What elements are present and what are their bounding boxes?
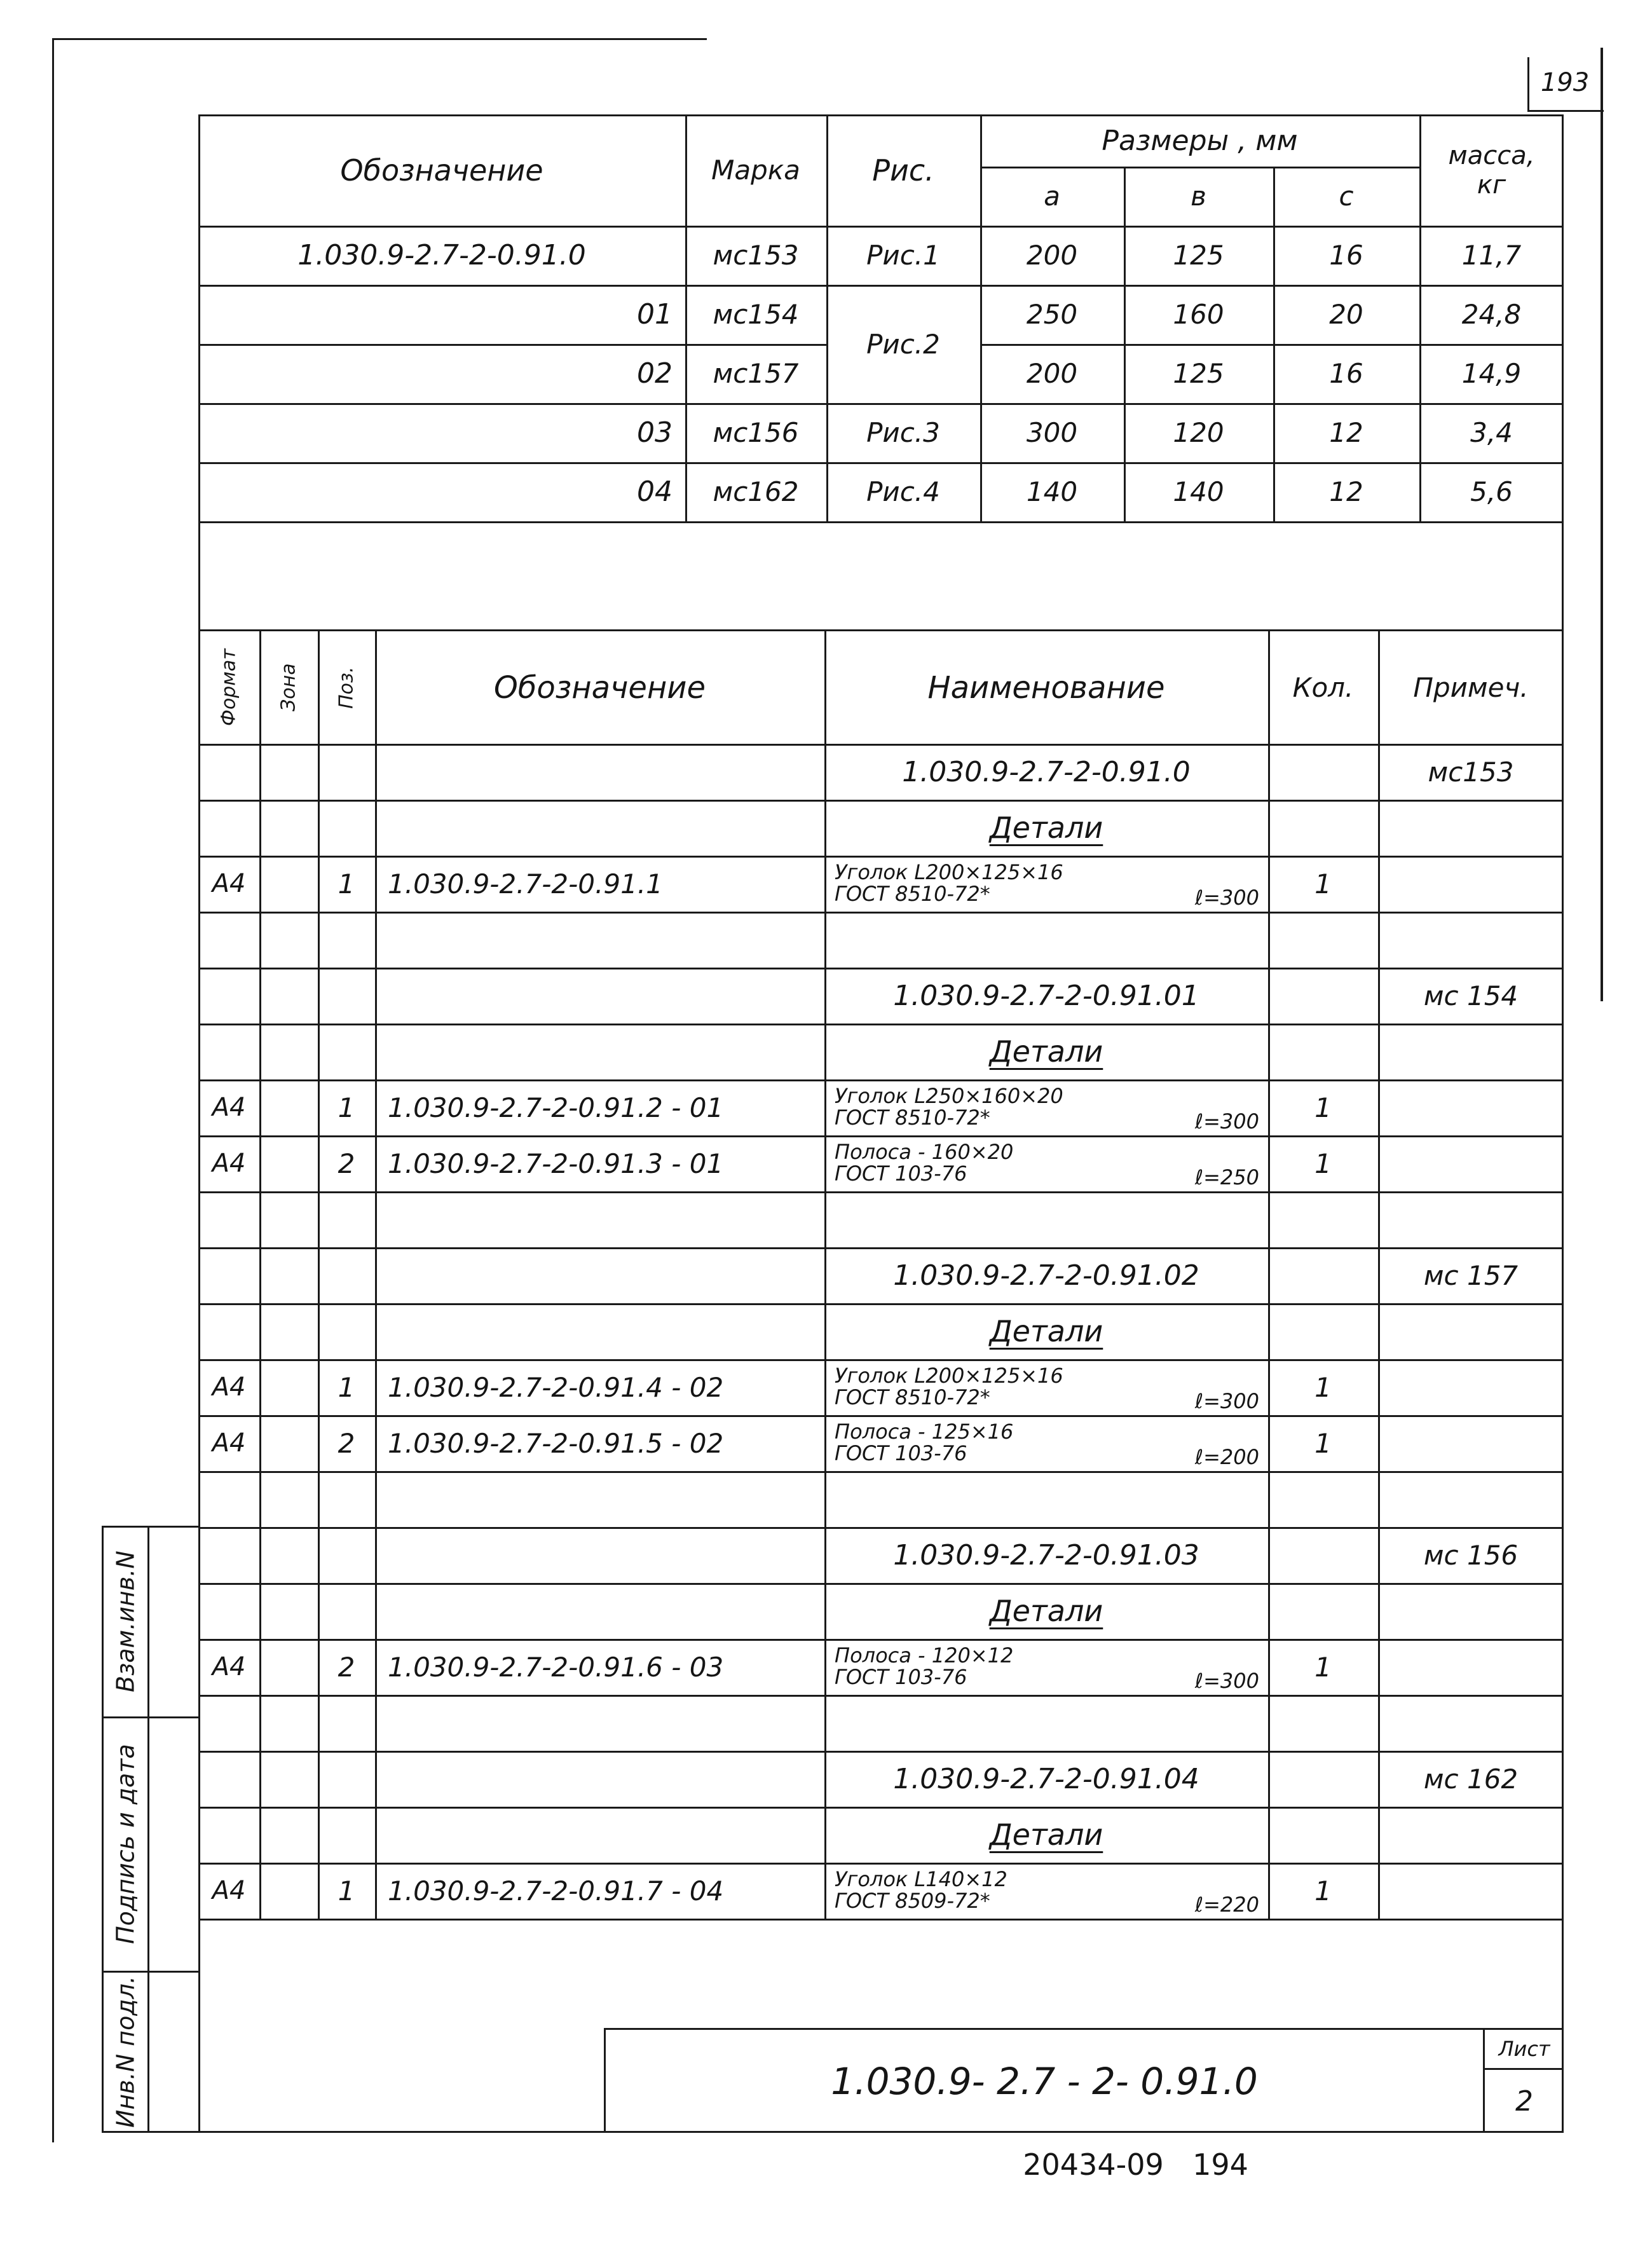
- part-name-line1: Полоса - 160×20: [835, 1140, 1014, 1165]
- footer-page: 194: [1192, 2147, 1248, 2182]
- part-designation: 1.030.9-2.7-2-0.91.3 - 01: [388, 1147, 724, 1179]
- top-row-b: 125: [1173, 358, 1224, 389]
- part-name-line2: ГОСТ 8510-72*: [835, 882, 990, 906]
- top-row-designation: 1.030.9-2.7-2-0.91.0: [297, 239, 586, 271]
- header-dimensions: Размеры , мм: [1102, 124, 1298, 157]
- part-length: ℓ=300: [1194, 886, 1259, 910]
- part-name-line1: Уголок L250×160×20: [835, 1084, 1063, 1109]
- page-number-box-bottom: [1527, 110, 1604, 112]
- top-row-mass: 5,6: [1470, 476, 1513, 507]
- top-row-c: 16: [1329, 358, 1363, 389]
- assembly-mark: мс153: [1428, 756, 1514, 788]
- section-heading: Детали: [989, 811, 1103, 845]
- header-designation: Обозначение: [340, 153, 543, 188]
- part-quantity: 1: [1314, 1092, 1332, 1123]
- assembly-mark: мс 157: [1423, 1259, 1519, 1291]
- assembly-designation: 1.030.9-2.7-2-0.91.04: [893, 1762, 1199, 1795]
- page-number: 193: [1540, 68, 1590, 97]
- top-row-c: 12: [1329, 417, 1363, 448]
- top-row-mass: 11,7: [1461, 240, 1522, 271]
- header-dim-a: а: [1044, 181, 1060, 212]
- assembly-mark: мс 156: [1423, 1539, 1519, 1571]
- frame-right-line: [1601, 48, 1603, 1001]
- side-stamp: [102, 1526, 198, 2133]
- part-name-line1: Полоса - 120×12: [835, 1643, 1014, 1668]
- top-row-a: 200: [1026, 358, 1078, 389]
- top-row-mass: 24,8: [1461, 299, 1522, 330]
- assembly-mark: мс 154: [1423, 980, 1519, 1011]
- part-quantity: 1: [1314, 1427, 1332, 1459]
- top-row-b: 120: [1173, 417, 1224, 448]
- part-quantity: 1: [1314, 868, 1332, 900]
- top-row-designation: 01: [637, 298, 672, 331]
- assembly-mark: мс 162: [1423, 1763, 1519, 1795]
- top-row-figure: Рис.1: [866, 240, 940, 271]
- part-designation: 1.030.9-2.7-2-0.91.2 - 01: [388, 1092, 724, 1123]
- top-row-b: 140: [1173, 476, 1224, 507]
- part-quantity: 1: [1314, 1875, 1332, 1907]
- top-row-designation: 03: [637, 416, 672, 449]
- part-length: ℓ=300: [1194, 1109, 1259, 1133]
- part-name-line2: ГОСТ 8510-72*: [835, 1106, 990, 1130]
- top-row-a: 140: [1026, 476, 1078, 507]
- part-format: А4: [212, 1652, 246, 1681]
- top-row-c: 16: [1329, 240, 1363, 271]
- assembly-designation: 1.030.9-2.7-2-0.91.02: [893, 1259, 1199, 1292]
- part-format: А4: [212, 1428, 246, 1458]
- part-designation: 1.030.9-2.7-2-0.91.5 - 02: [388, 1427, 724, 1459]
- top-row-a: 300: [1026, 417, 1078, 448]
- top-row-mark: мс153: [713, 240, 799, 271]
- part-position: 2: [338, 1147, 355, 1179]
- part-name-line2: ГОСТ 103-76: [835, 1161, 967, 1186]
- top-row-figure: Рис.4: [866, 476, 940, 507]
- top-row-mass: 3,4: [1470, 417, 1513, 448]
- part-position: 1: [338, 1371, 355, 1403]
- section-heading: Детали: [989, 1594, 1103, 1628]
- stamp-sign-date: Подпись и дата: [111, 1744, 140, 1945]
- header-name: Наименование: [927, 669, 1165, 706]
- top-row-mark: мс154: [713, 299, 799, 330]
- part-designation: 1.030.9-2.7-2-0.91.7 - 04: [388, 1875, 724, 1907]
- part-length: ℓ=200: [1194, 1445, 1259, 1469]
- stamp-inv-replace: Взам.инв.N: [111, 1551, 140, 1693]
- part-name-line2: ГОСТ 103-76: [835, 1665, 967, 1689]
- part-name-line1: Уголок L140×12: [835, 1867, 1007, 1892]
- part-format: А4: [212, 1373, 246, 1402]
- part-position: 1: [338, 868, 355, 900]
- header-qty: Кол.: [1292, 672, 1354, 703]
- part-designation: 1.030.9-2.7-2-0.91.1: [388, 868, 663, 900]
- part-name-line1: Полоса - 125×16: [835, 1420, 1014, 1444]
- assembly-designation: 1.030.9-2.7-2-0.91.0: [902, 755, 1191, 788]
- header-note: Примеч.: [1413, 672, 1529, 703]
- top-row-designation: 04: [637, 476, 672, 508]
- section-heading: Детали: [989, 1818, 1103, 1852]
- top-row-c: 12: [1329, 476, 1363, 507]
- part-name-line1: Уголок L200×125×16: [835, 860, 1063, 885]
- top-row-a: 250: [1026, 299, 1078, 330]
- part-format: А4: [212, 869, 246, 898]
- part-name-line2: ГОСТ 8510-72*: [835, 1385, 990, 1409]
- part-designation: 1.030.9-2.7-2-0.91.4 - 02: [388, 1371, 724, 1403]
- frame-top-line: [52, 38, 707, 40]
- header-format: Формат: [217, 648, 240, 727]
- assembly-designation: 1.030.9-2.7-2-0.91.01: [893, 979, 1199, 1012]
- top-row-mark: мс162: [713, 476, 799, 507]
- sheet-number: 2: [1515, 2085, 1533, 2118]
- top-row-mass: 14,9: [1461, 358, 1522, 389]
- title-block-designation: 1.030.9- 2.7 - 2- 0.91.0: [831, 2060, 1258, 2103]
- top-row-mark: мс156: [713, 417, 799, 448]
- top-row-b: 125: [1173, 240, 1224, 271]
- stamp-inv-original: Инв.N подл.: [111, 1976, 140, 2128]
- top-row-figure: Рис.3: [866, 417, 940, 448]
- header-mark: Марка: [711, 154, 800, 186]
- part-name-line1: Уголок L200×125×16: [835, 1364, 1063, 1388]
- frame-left-line: [52, 38, 54, 2142]
- part-position: 1: [338, 1092, 355, 1123]
- title-block: [604, 2028, 1564, 2133]
- top-row-a: 200: [1026, 240, 1078, 271]
- part-length: ℓ=250: [1194, 1165, 1259, 1189]
- assembly-designation: 1.030.9-2.7-2-0.91.03: [893, 1538, 1199, 1572]
- footer-code: 20434-09: [1023, 2147, 1164, 2182]
- part-length: ℓ=220: [1194, 1893, 1259, 1917]
- part-designation: 1.030.9-2.7-2-0.91.6 - 03: [388, 1651, 724, 1683]
- part-name-line2: ГОСТ 103-76: [835, 1441, 967, 1465]
- part-quantity: 1: [1314, 1651, 1332, 1683]
- part-position: 2: [338, 1427, 355, 1459]
- part-length: ℓ=300: [1194, 1389, 1259, 1413]
- header-spec-designation: Обозначение: [493, 669, 706, 706]
- sheet-label: Лист: [1498, 2037, 1550, 2061]
- section-heading: Детали: [989, 1314, 1103, 1348]
- part-format: А4: [212, 1876, 246, 1905]
- part-format: А4: [212, 1149, 246, 1178]
- part-quantity: 1: [1314, 1147, 1332, 1179]
- header-dim-c: с: [1339, 181, 1354, 212]
- part-length: ℓ=300: [1194, 1669, 1259, 1693]
- part-position: 1: [338, 1875, 355, 1907]
- part-name-line2: ГОСТ 8509-72*: [835, 1889, 990, 1913]
- top-row-mark: мс157: [713, 358, 799, 389]
- header-pos: Поз.: [335, 666, 358, 709]
- header-figure: Рис.: [872, 153, 934, 188]
- header-mass: масса, кг: [1448, 140, 1535, 200]
- top-row-figure: Рис.2: [866, 328, 940, 360]
- part-position: 2: [338, 1651, 355, 1683]
- top-row-b: 160: [1173, 299, 1224, 330]
- part-format: А4: [212, 1093, 246, 1122]
- section-heading: Детали: [989, 1034, 1103, 1069]
- top-row-c: 20: [1329, 299, 1363, 330]
- header-zone: Зона: [277, 663, 300, 712]
- top-row-designation: 02: [637, 357, 672, 390]
- part-quantity: 1: [1314, 1371, 1332, 1403]
- header-dim-b: в: [1191, 181, 1206, 212]
